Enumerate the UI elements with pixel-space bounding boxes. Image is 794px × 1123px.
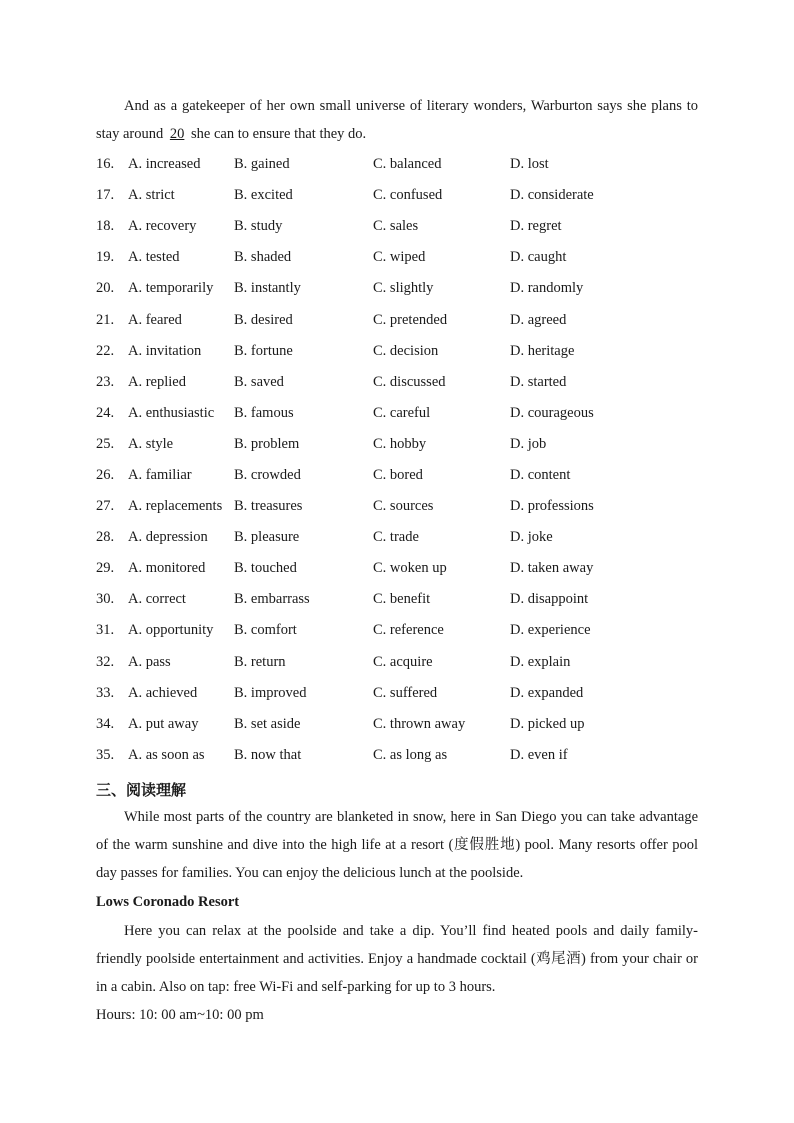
option-c: C. careful bbox=[373, 404, 431, 421]
question-row bbox=[96, 242, 698, 273]
option-a: A. put away bbox=[128, 715, 199, 732]
intro-text-after: she can to ensure that they do. bbox=[191, 126, 367, 142]
blank-number: 20 bbox=[169, 126, 185, 142]
option-b: B. saved bbox=[234, 373, 284, 390]
option-a: A. tested bbox=[128, 249, 180, 266]
option-d: D. picked up bbox=[510, 715, 585, 732]
resort-hours: Hours: 10: 00 am~10: 00 pm bbox=[96, 1006, 264, 1023]
option-c: C. as long as bbox=[373, 746, 448, 763]
option-b: B. problem bbox=[234, 435, 300, 452]
option-a: A. opportunity bbox=[128, 622, 214, 639]
question-row bbox=[96, 491, 698, 522]
option-a: A. increased bbox=[128, 156, 201, 173]
question-number: 32. bbox=[96, 653, 115, 670]
option-a: A. replacements bbox=[128, 498, 223, 515]
option-d: D. experience bbox=[510, 622, 591, 639]
option-c: C. decision bbox=[373, 342, 439, 359]
option-a: A. recovery bbox=[128, 218, 197, 235]
option-a: A. temporarily bbox=[128, 280, 214, 297]
intro-text-before: And as a gatekeeper of her own small universe of literary wonders, Warburton says she plans to stay around bbox=[96, 98, 698, 142]
option-a: A. feared bbox=[128, 311, 182, 328]
question-row bbox=[96, 180, 698, 211]
option-d: D. considerate bbox=[510, 187, 594, 204]
option-b: B. gained bbox=[234, 156, 290, 173]
question-number: 30. bbox=[96, 591, 115, 608]
option-b: B. set aside bbox=[234, 715, 301, 732]
option-d: D. professions bbox=[510, 498, 594, 515]
option-b: B. fortune bbox=[234, 342, 293, 359]
option-b: B. treasures bbox=[234, 498, 303, 515]
option-b: B. pleasure bbox=[234, 529, 300, 546]
option-c: C. pretended bbox=[373, 311, 448, 328]
option-a: A. monitored bbox=[128, 560, 206, 577]
option-d: D. job bbox=[510, 435, 547, 452]
option-c: C. thrown away bbox=[373, 715, 466, 732]
option-c: C. reference bbox=[373, 622, 444, 639]
option-c: C. slightly bbox=[373, 280, 434, 297]
question-row bbox=[96, 211, 698, 242]
question-row bbox=[96, 584, 698, 615]
option-b: B. embarrass bbox=[234, 591, 310, 608]
option-b: B. shaded bbox=[234, 249, 292, 266]
question-row bbox=[96, 367, 698, 398]
option-c: C. sales bbox=[373, 218, 419, 235]
option-c: C. hobby bbox=[373, 435, 427, 452]
question-row bbox=[96, 647, 698, 678]
option-b: B. famous bbox=[234, 404, 294, 421]
question-row bbox=[96, 522, 698, 553]
option-d: D. started bbox=[510, 373, 567, 390]
question-number: 25. bbox=[96, 435, 115, 452]
option-c: C. suffered bbox=[373, 684, 438, 701]
option-c: C. confused bbox=[373, 187, 443, 204]
question-row bbox=[96, 336, 698, 367]
option-d: D. randomly bbox=[510, 280, 584, 297]
option-d: D. content bbox=[510, 466, 571, 483]
question-row bbox=[96, 149, 698, 180]
resort-description: Here you can relax at the poolside and take a dip. You’ll find heated pools and daily family-friendly poolside entertainment and activities. Enjoy a handmade cocktail (鸡尾酒) from your chair or in a cabin. Also on tap: free Wi-Fi and self-parking for up to 3 hours. bbox=[96, 922, 698, 995]
option-b: B. crowded bbox=[234, 466, 301, 483]
question-number: 24. bbox=[96, 404, 115, 421]
question-number: 34. bbox=[96, 715, 115, 732]
question-row bbox=[96, 429, 698, 460]
option-d: D. caught bbox=[510, 249, 567, 266]
option-c: C. woken up bbox=[373, 560, 447, 577]
option-c: C. trade bbox=[373, 529, 419, 546]
option-b: B. improved bbox=[234, 684, 307, 701]
option-c: C. bored bbox=[373, 466, 423, 483]
option-a: A. pass bbox=[128, 653, 171, 670]
option-a: A. as soon as bbox=[128, 746, 205, 763]
option-b: B. return bbox=[234, 653, 286, 670]
option-a: A. style bbox=[128, 435, 174, 452]
option-c: C. wiped bbox=[373, 249, 426, 266]
option-b: B. touched bbox=[234, 560, 297, 577]
question-number: 26. bbox=[96, 466, 115, 483]
section-title: 三、阅读理解 bbox=[96, 780, 187, 799]
question-row bbox=[96, 553, 698, 584]
option-b: B. study bbox=[234, 218, 283, 235]
option-a: A. depression bbox=[128, 529, 208, 546]
option-c: C. acquire bbox=[373, 653, 433, 670]
option-a: A. achieved bbox=[128, 684, 198, 701]
intro-paragraph bbox=[96, 92, 698, 148]
resort-title: Lows Coronado Resort bbox=[96, 893, 240, 910]
option-a: A. familiar bbox=[128, 466, 192, 483]
question-row bbox=[96, 398, 698, 429]
option-d: D. regret bbox=[510, 218, 562, 235]
question-list bbox=[96, 149, 698, 771]
option-d: D. agreed bbox=[510, 311, 567, 328]
option-c: C. sources bbox=[373, 498, 434, 515]
question-number: 21. bbox=[96, 311, 115, 328]
option-c: C. balanced bbox=[373, 156, 442, 173]
question-number: 33. bbox=[96, 684, 115, 701]
question-number: 35. bbox=[96, 746, 115, 763]
question-number: 17. bbox=[96, 187, 115, 204]
option-b: B. excited bbox=[234, 187, 293, 204]
option-a: A. invitation bbox=[128, 342, 202, 359]
option-c: C. benefit bbox=[373, 591, 431, 608]
question-number: 28. bbox=[96, 529, 115, 546]
option-d: D. disappoint bbox=[510, 591, 589, 608]
question-row bbox=[96, 678, 698, 709]
option-a: A. enthusiastic bbox=[128, 404, 215, 421]
question-row bbox=[96, 304, 698, 335]
question-row bbox=[96, 273, 698, 304]
question-number: 29. bbox=[96, 560, 115, 577]
option-b: B. desired bbox=[234, 311, 293, 328]
question-number: 19. bbox=[96, 249, 115, 266]
question-number: 18. bbox=[96, 218, 115, 235]
question-number: 27. bbox=[96, 498, 115, 515]
option-b: B. instantly bbox=[234, 280, 301, 297]
question-row bbox=[96, 740, 698, 771]
option-b: B. now that bbox=[234, 746, 302, 763]
reading-intro: While most parts of the country are blanketed in snow, here in San Diego you can take advantage of the warm sunshine and dive into the high life at a resort (度假胜地) pool. Many resorts offer pool day passes for families. You can enjoy the delicious lunch at the poolside. bbox=[96, 808, 698, 881]
option-d: D. explain bbox=[510, 653, 571, 670]
option-c: C. discussed bbox=[373, 373, 446, 390]
option-a: A. correct bbox=[128, 591, 186, 608]
question-number: 22. bbox=[96, 342, 115, 359]
question-row bbox=[96, 460, 698, 491]
question-number: 16. bbox=[96, 156, 115, 173]
option-a: A. strict bbox=[128, 187, 175, 204]
question-number: 20. bbox=[96, 280, 115, 297]
option-d: D. even if bbox=[510, 746, 568, 763]
option-b: B. comfort bbox=[234, 622, 297, 639]
question-row bbox=[96, 709, 698, 740]
document-page bbox=[96, 0, 698, 1029]
question-row bbox=[96, 615, 698, 646]
option-d: D. taken away bbox=[510, 560, 594, 577]
option-d: D. heritage bbox=[510, 342, 575, 359]
option-d: D. courageous bbox=[510, 404, 594, 421]
option-d: D. joke bbox=[510, 529, 553, 546]
option-a: A. replied bbox=[128, 373, 186, 390]
option-d: D. lost bbox=[510, 156, 549, 173]
question-number: 23. bbox=[96, 373, 115, 390]
question-number: 31. bbox=[96, 622, 115, 639]
option-d: D. expanded bbox=[510, 684, 584, 701]
